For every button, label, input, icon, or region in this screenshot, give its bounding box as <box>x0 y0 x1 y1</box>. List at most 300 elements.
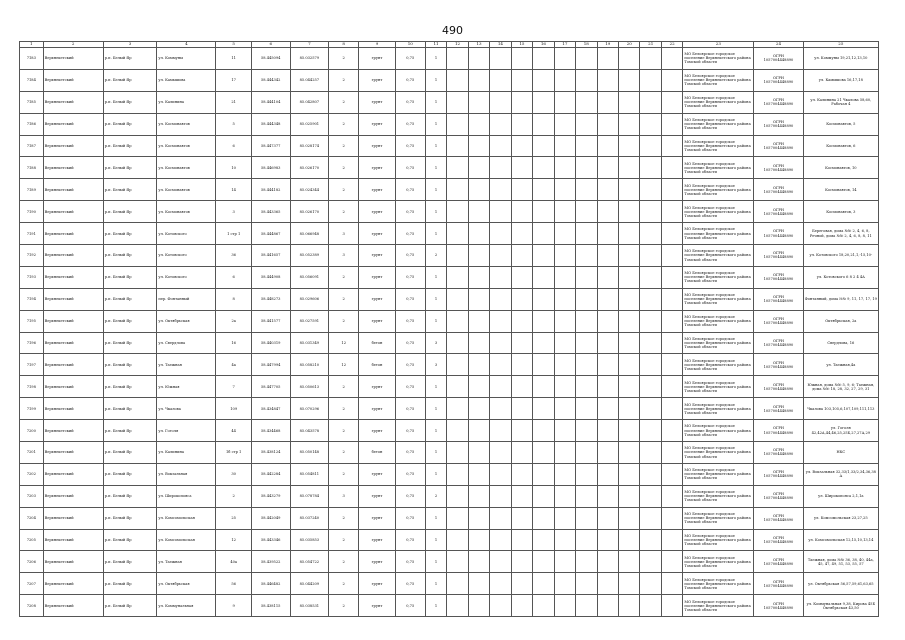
row-id: 7192 <box>20 245 44 267</box>
locality-cell: р.п. Белый Яр <box>103 48 157 70</box>
longitude-cell: 85.038531 <box>290 595 329 617</box>
container-count-cell: 1 <box>425 223 446 245</box>
empty-cell <box>533 223 554 245</box>
empty-cell <box>597 376 618 398</box>
empty-cell <box>554 485 575 507</box>
column-number: 5 <box>216 42 251 48</box>
ogrn-cell <box>754 245 803 267</box>
district-cell: Верхнекетский <box>43 157 103 179</box>
empty-cell <box>640 288 661 310</box>
column-number: 14 <box>490 42 511 48</box>
empty-cell <box>533 595 554 617</box>
street-cell: ул. Камышова <box>157 69 216 91</box>
empty-cell <box>490 420 511 442</box>
row-id: 7199 <box>20 398 44 420</box>
area-cell: 2 <box>329 157 359 179</box>
area-cell: 2 <box>329 91 359 113</box>
empty-cell <box>597 595 618 617</box>
empty-cell <box>468 245 489 267</box>
ogrn-value: 1057004448890 <box>763 518 794 523</box>
empty-cell <box>447 223 468 245</box>
empty-cell <box>468 332 489 354</box>
empty-cell <box>511 135 532 157</box>
ogrn-cell <box>754 91 803 113</box>
column-number: 7 <box>290 42 329 48</box>
volume-cell: 0,75 <box>395 179 425 201</box>
empty-cell <box>490 288 511 310</box>
column-number: 21 <box>640 42 661 48</box>
empty-cell <box>661 266 682 288</box>
longitude-cell: 85.056091 <box>290 266 329 288</box>
ogrn-cell <box>754 310 803 332</box>
empty-cell <box>597 48 618 70</box>
locality-cell: р.п. Белый Яр <box>103 113 157 135</box>
surface-cell: бетон <box>359 354 396 376</box>
empty-cell <box>640 551 661 573</box>
empty-cell <box>619 551 640 573</box>
served-addresses-cell: Космонавтов, 6 <box>803 135 878 157</box>
ogrn-label: ОГРН <box>773 404 784 409</box>
container-count-cell: 3 <box>425 354 446 376</box>
table-row <box>20 179 879 201</box>
empty-cell <box>511 595 532 617</box>
latitude-cell: 58.446482 <box>251 573 290 595</box>
empty-cell <box>490 485 511 507</box>
latitude-cell: 58.447705 <box>251 376 290 398</box>
area-cell: 3 <box>329 245 359 267</box>
latitude-cell: 58.444348 <box>251 113 290 135</box>
empty-cell <box>447 288 468 310</box>
empty-cell <box>554 223 575 245</box>
column-number: 13 <box>468 42 489 48</box>
empty-cell <box>511 245 532 267</box>
container-count-cell: 1 <box>425 69 446 91</box>
empty-cell <box>468 69 489 91</box>
empty-cell <box>576 288 597 310</box>
street-cell: ул. Котовского <box>157 245 216 267</box>
column-number: 12 <box>447 42 468 48</box>
empty-cell <box>490 201 511 223</box>
empty-cell <box>597 266 618 288</box>
empty-cell <box>661 135 682 157</box>
empty-cell <box>619 69 640 91</box>
latitude-cell: 58.445094 <box>251 48 290 70</box>
empty-cell <box>576 529 597 551</box>
empty-cell <box>640 529 661 551</box>
area-cell: 2 <box>329 529 359 551</box>
longitude-cell: 85.043578 <box>290 420 329 442</box>
empty-cell <box>661 507 682 529</box>
operator-cell: МО Белоярское городское поселение Верхнекетского района Томской области <box>683 332 754 354</box>
served-addresses-cell: НКС <box>803 442 878 464</box>
empty-cell <box>447 245 468 267</box>
house-cell: 6 <box>216 266 251 288</box>
empty-cell <box>597 332 618 354</box>
empty-cell <box>576 595 597 617</box>
table-row <box>20 442 879 464</box>
house-cell: 1 стр 1 <box>216 223 251 245</box>
ogrn-value: 1057004448890 <box>763 255 794 260</box>
locality-cell: р.п. Белый Яр <box>103 551 157 573</box>
row-id: 7188 <box>20 157 44 179</box>
latitude-cell: 58.442284 <box>251 463 290 485</box>
locality-cell: р.п. Белый Яр <box>103 135 157 157</box>
ogrn-value: 1057004448890 <box>763 80 794 85</box>
empty-cell <box>554 245 575 267</box>
house-cell: 1б стр 1 <box>216 442 251 464</box>
empty-cell <box>576 332 597 354</box>
house-cell: 12 <box>216 529 251 551</box>
empty-cell <box>576 48 597 70</box>
district-cell: Верхнекетский <box>43 201 103 223</box>
area-cell: 2 <box>329 507 359 529</box>
empty-cell <box>511 573 532 595</box>
table-row <box>20 376 879 398</box>
operator-cell: МО Белоярское городское поселение Верхнекетского района Томской области <box>683 485 754 507</box>
district-cell: Верхнекетский <box>43 354 103 376</box>
empty-cell <box>533 288 554 310</box>
longitude-cell: 85.050148 <box>290 442 329 464</box>
volume-cell: 0,75 <box>395 354 425 376</box>
empty-cell <box>511 420 532 442</box>
street-cell: ул. Комсомольская <box>157 507 216 529</box>
empty-cell <box>576 113 597 135</box>
longitude-cell: 85.044257 <box>290 69 329 91</box>
empty-cell <box>576 179 597 201</box>
empty-cell <box>468 354 489 376</box>
ogrn-label: ОГРН <box>773 579 784 584</box>
empty-cell <box>490 573 511 595</box>
street-cell: ул. Космонавтов <box>157 157 216 179</box>
area-cell: 2 <box>329 135 359 157</box>
ogrn-label: ОГРН <box>773 382 784 387</box>
empty-cell <box>554 463 575 485</box>
area-cell: 12 <box>329 332 359 354</box>
empty-cell <box>619 245 640 267</box>
served-addresses-cell: ул. Комсомольская 12,15,10,13,14 <box>803 529 878 551</box>
empty-cell <box>619 135 640 157</box>
surface-cell: грунт <box>359 113 396 135</box>
volume-cell: 0,75 <box>395 157 425 179</box>
locality-cell: р.п. Белый Яр <box>103 310 157 332</box>
latitude-cell: 58.441577 <box>251 310 290 332</box>
container-count-cell: 1 <box>425 398 446 420</box>
column-number: 18 <box>576 42 597 48</box>
empty-cell <box>511 332 532 354</box>
surface-cell: грунт <box>359 551 396 573</box>
surface-cell: грунт <box>359 266 396 288</box>
operator-cell: МО Белоярское городское поселение Верхнекетского района Томской области <box>683 573 754 595</box>
container-count-cell: 1 <box>425 288 446 310</box>
ogrn-cell <box>754 551 803 573</box>
empty-cell <box>511 91 532 113</box>
ogrn-value: 1057004448890 <box>763 124 794 129</box>
empty-cell <box>576 485 597 507</box>
empty-cell <box>597 135 618 157</box>
ogrn-cell <box>754 463 803 485</box>
empty-cell <box>447 442 468 464</box>
locality-cell: р.п. Белый Яр <box>103 157 157 179</box>
empty-cell <box>619 288 640 310</box>
row-id: 7202 <box>20 463 44 485</box>
empty-cell <box>640 376 661 398</box>
ogrn-label: ОГРН <box>773 360 784 365</box>
volume-cell: 0,75 <box>395 529 425 551</box>
empty-cell <box>640 463 661 485</box>
house-cell: 10 <box>216 157 251 179</box>
operator-cell: МО Белоярское городское поселение Верхнекетского района Томской области <box>683 376 754 398</box>
volume-cell: 0,75 <box>395 573 425 595</box>
empty-cell <box>619 595 640 617</box>
row-id: 7203 <box>20 485 44 507</box>
served-addresses-cell: ул. Широкопояса 2,1,1а <box>803 485 878 507</box>
surface-cell: грунт <box>359 179 396 201</box>
column-number: 8 <box>329 42 359 48</box>
served-addresses-cell: ул. Калинина 21 Чкалова 58,60, Рабочая 4 <box>803 91 878 113</box>
column-number: 17 <box>554 42 575 48</box>
ogrn-cell <box>754 69 803 91</box>
area-cell: 2 <box>329 69 359 91</box>
volume-cell: 0,75 <box>395 420 425 442</box>
empty-cell <box>597 201 618 223</box>
container-count-cell: 1 <box>425 157 446 179</box>
empty-cell <box>490 91 511 113</box>
empty-cell <box>640 201 661 223</box>
area-cell: 2 <box>329 573 359 595</box>
empty-cell <box>447 266 468 288</box>
row-id: 7184 <box>20 69 44 91</box>
empty-cell <box>661 551 682 573</box>
empty-cell <box>619 442 640 464</box>
container-count-cell: 1 <box>425 48 446 70</box>
table-row <box>20 463 879 485</box>
table-row <box>20 595 879 617</box>
empty-cell <box>468 266 489 288</box>
house-cell: 6 <box>216 135 251 157</box>
volume-cell: 0,75 <box>395 48 425 70</box>
empty-cell <box>490 529 511 551</box>
latitude-cell: 58.447377 <box>251 135 290 157</box>
ogrn-cell <box>754 157 803 179</box>
locality-cell: р.п. Белый Яр <box>103 595 157 617</box>
empty-cell <box>619 201 640 223</box>
served-addresses-cell: ул. Таежная,4а <box>803 354 878 376</box>
empty-cell <box>554 310 575 332</box>
row-id: 7198 <box>20 376 44 398</box>
locality-cell: р.п. Белый Яр <box>103 376 157 398</box>
empty-cell <box>533 201 554 223</box>
empty-cell <box>447 529 468 551</box>
empty-cell <box>576 201 597 223</box>
empty-cell <box>576 442 597 464</box>
ogrn-label: ОГРН <box>773 251 784 256</box>
district-cell: Верхнекетский <box>43 485 103 507</box>
empty-cell <box>576 245 597 267</box>
longitude-cell: 85.050613 <box>290 376 329 398</box>
column-number: 10 <box>395 42 425 48</box>
ogrn-cell <box>754 354 803 376</box>
empty-cell <box>468 507 489 529</box>
empty-cell <box>490 310 511 332</box>
volume-cell: 0,75 <box>395 91 425 113</box>
street-cell: ул. Таежная <box>157 551 216 573</box>
empty-cell <box>511 201 532 223</box>
district-cell: Верхнекетский <box>43 332 103 354</box>
locality-cell: р.п. Белый Яр <box>103 463 157 485</box>
street-cell: ул. Космонавтов <box>157 201 216 223</box>
longitude-cell: 85.026170 <box>290 157 329 179</box>
table-row <box>20 223 879 245</box>
empty-cell <box>554 398 575 420</box>
empty-cell <box>597 245 618 267</box>
operator-cell: МО Белоярское городское поселение Верхнекетского района Томской области <box>683 463 754 485</box>
street-cell: ул. Калинина <box>157 442 216 464</box>
area-cell: 2 <box>329 288 359 310</box>
empty-cell <box>468 48 489 70</box>
empty-cell <box>619 157 640 179</box>
surface-cell: грунт <box>359 288 396 310</box>
longitude-cell: 85.052389 <box>290 245 329 267</box>
container-count-cell: 1 <box>425 135 446 157</box>
row-id: 7185 <box>20 91 44 113</box>
house-cell: 36 <box>216 245 251 267</box>
latitude-cell: 58.444867 <box>251 223 290 245</box>
latitude-cell: 58.443365 <box>251 201 290 223</box>
locality-cell: р.п. Белый Яр <box>103 266 157 288</box>
empty-cell <box>490 442 511 464</box>
empty-cell <box>447 485 468 507</box>
surface-cell: грунт <box>359 310 396 332</box>
surface-cell: грунт <box>359 201 396 223</box>
house-cell: 2 <box>216 485 251 507</box>
operator-cell: МО Белоярское городское поселение Верхнекетского района Томской области <box>683 310 754 332</box>
locality-cell: р.п. Белый Яр <box>103 245 157 267</box>
empty-cell <box>554 179 575 201</box>
table-row <box>20 288 879 310</box>
row-id: 7196 <box>20 332 44 354</box>
empty-cell <box>533 245 554 267</box>
street-cell: ул. Калинина <box>157 91 216 113</box>
empty-cell <box>533 69 554 91</box>
empty-cell <box>490 69 511 91</box>
empty-cell <box>511 157 532 179</box>
ogrn-value: 1057004448890 <box>763 452 794 457</box>
volume-cell: 0,75 <box>395 113 425 135</box>
served-addresses-cell: Южная, дома №№ 5, 9, 6; Таежная, дома №№ 18, 28, 32, 27, 29, 31 <box>803 376 878 398</box>
locality-cell: р.п. Белый Яр <box>103 288 157 310</box>
ogrn-cell <box>754 201 803 223</box>
operator-cell: МО Белоярское городское поселение Верхнекетского района Томской области <box>683 135 754 157</box>
house-cell: 11 <box>216 48 251 70</box>
empty-cell <box>661 463 682 485</box>
ogrn-cell <box>754 398 803 420</box>
empty-cell <box>447 595 468 617</box>
ogrn-cell <box>754 442 803 464</box>
row-id: 7205 <box>20 529 44 551</box>
district-cell: Верхнекетский <box>43 69 103 91</box>
longitude-cell: 85.028174 <box>290 135 329 157</box>
locality-cell: р.п. Белый Яр <box>103 332 157 354</box>
street-cell: ул. Октябрьская <box>157 310 216 332</box>
empty-cell <box>661 485 682 507</box>
latitude-cell: 58.441657 <box>251 245 290 267</box>
ogrn-label: ОГРН <box>773 207 784 212</box>
ogrn-label: ОГРН <box>773 120 784 125</box>
empty-cell <box>533 529 554 551</box>
empty-cell <box>597 91 618 113</box>
ogrn-cell <box>754 223 803 245</box>
longitude-cell: 85.025901 <box>290 113 329 135</box>
served-addresses-cell: ул. Котовского 6 8 2 4 4А <box>803 266 878 288</box>
volume-cell: 0,75 <box>395 310 425 332</box>
empty-cell <box>597 157 618 179</box>
area-cell: 2 <box>329 595 359 617</box>
latitude-cell: 58.440319 <box>251 332 290 354</box>
locality-cell: р.п. Белый Яр <box>103 179 157 201</box>
empty-cell <box>597 573 618 595</box>
volume-cell: 0,75 <box>395 595 425 617</box>
district-cell: Верхнекетский <box>43 113 103 135</box>
empty-cell <box>490 354 511 376</box>
street-cell: ул. Комсомольская <box>157 529 216 551</box>
district-cell: Верхнекетский <box>43 573 103 595</box>
empty-cell <box>554 507 575 529</box>
empty-cell <box>447 310 468 332</box>
empty-cell <box>533 48 554 70</box>
empty-cell <box>468 376 489 398</box>
operator-cell: МО Белоярское городское поселение Верхнекетского района Томской области <box>683 179 754 201</box>
column-number: 4 <box>157 42 216 48</box>
latitude-cell: 58.448273 <box>251 288 290 310</box>
locality-cell: р.п. Белый Яр <box>103 354 157 376</box>
served-addresses-cell: ул. Комсомольская 23,27,25 <box>803 507 878 529</box>
empty-cell <box>533 420 554 442</box>
latitude-cell: 58.443279 <box>251 485 290 507</box>
table-row <box>20 354 879 376</box>
area-cell: 3 <box>329 485 359 507</box>
ogrn-value: 1057004448890 <box>763 408 794 413</box>
empty-cell <box>619 266 640 288</box>
empty-cell <box>597 398 618 420</box>
longitude-cell: 85.029606 <box>290 288 329 310</box>
volume-cell: 0,75 <box>395 245 425 267</box>
container-count-cell: 1 <box>425 463 446 485</box>
row-id: 7193 <box>20 266 44 288</box>
ogrn-value: 1057004448890 <box>763 189 794 194</box>
longitude-cell: 85.024344 <box>290 179 329 201</box>
house-cell: 25 <box>216 507 251 529</box>
table-row <box>20 157 879 179</box>
operator-cell: МО Белоярское городское поселение Верхнекетского района Томской области <box>683 529 754 551</box>
district-cell: Верхнекетский <box>43 245 103 267</box>
house-cell: 17 <box>216 69 251 91</box>
operator-cell: МО Белоярское городское поселение Верхнекетского района Томской области <box>683 245 754 267</box>
empty-cell <box>661 332 682 354</box>
ogrn-label: ОГРН <box>773 601 784 606</box>
ogrn-cell <box>754 179 803 201</box>
served-addresses-cell: ул. Октябрьская 56,57,59,61,63,65 <box>803 573 878 595</box>
empty-cell <box>468 91 489 113</box>
surface-cell: грунт <box>359 420 396 442</box>
empty-cell <box>511 354 532 376</box>
ogrn-label: ОГРН <box>773 273 784 278</box>
empty-cell <box>597 463 618 485</box>
empty-cell <box>576 551 597 573</box>
container-count-cell: 1 <box>425 507 446 529</box>
empty-cell <box>576 573 597 595</box>
area-cell: 2 <box>329 201 359 223</box>
volume-cell: 0,75 <box>395 442 425 464</box>
